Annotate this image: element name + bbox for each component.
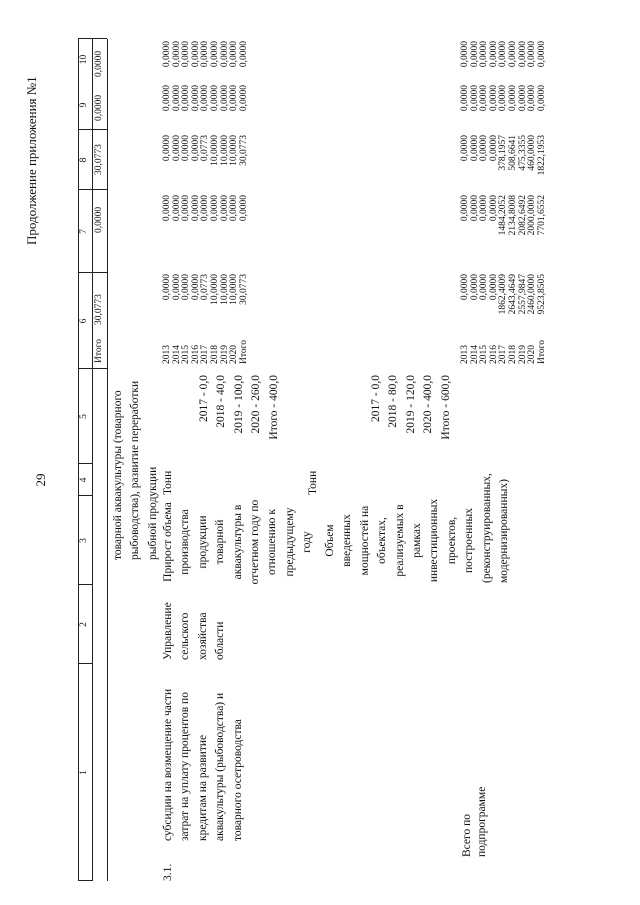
col6-cell: 30,0773 xyxy=(238,274,249,305)
col7-cell: 0,0000 xyxy=(488,195,499,222)
col8-cell: 10,0000 xyxy=(219,135,230,166)
col-num-2: 2 xyxy=(79,622,89,627)
col8-cell: 10,0000 xyxy=(210,135,220,166)
year-cell: 2019 xyxy=(517,345,528,364)
year-cell: 2016 xyxy=(488,345,499,364)
col6-cell: 2460,0000 xyxy=(527,274,538,315)
col6-cell: 10,0000 xyxy=(210,274,220,305)
col6-cell: 0,0000 xyxy=(460,274,470,301)
year-cell: 2013 xyxy=(162,345,172,364)
row-executor: Управление сельского хозяйства области xyxy=(162,602,227,660)
year-cell: 2016 xyxy=(190,345,201,364)
col10-cell: 0,0000 xyxy=(210,41,220,68)
col8-cell: 0,0000 xyxy=(460,135,470,162)
col6-cell: 0,0773 xyxy=(200,274,211,301)
col10-cell: 0,0000 xyxy=(488,41,499,68)
col-num-3: 3 xyxy=(79,538,89,543)
col7-cell: 0,0000 xyxy=(190,195,201,222)
col9-cell: 0,0000 xyxy=(527,85,538,112)
col8-cell: 1822,1953 xyxy=(536,135,547,176)
col9-cell: 0,0000 xyxy=(219,85,230,112)
totals-separator xyxy=(107,39,108,881)
indicator-2: Объем введенных мощностей на объектах, реализуемых в рамках инвестиционных проектов, построенных (реконструированных, модернизированных) xyxy=(324,473,511,583)
value-line: 2018 - 80,0 xyxy=(387,375,400,428)
col7-cell: 0,0000 xyxy=(469,195,480,222)
col10-cell: 0,0000 xyxy=(469,41,480,68)
totals-col10: 0,0000 xyxy=(94,50,104,77)
year-cell: 2019 xyxy=(219,345,230,364)
col6-cell: 0,0000 xyxy=(190,274,201,301)
header-separator xyxy=(92,39,93,881)
year-cell: Итого xyxy=(238,339,249,364)
value-line: 2018 - 40,0 xyxy=(215,375,228,428)
col7-cell: 0,0000 xyxy=(162,195,172,222)
col10-cell: 0,0000 xyxy=(508,41,518,68)
appendix-title: Продолжение приложения №1 xyxy=(24,76,39,245)
col8-cell: 10,0000 xyxy=(229,135,240,166)
indicator-2-values xyxy=(368,375,455,463)
carry-text: товарной аквакультуры (товарного рыбоводства), развитие переработки рыбной продукции xyxy=(112,380,159,560)
col10-cell: 0,0000 xyxy=(171,41,182,68)
value-line: 2019 - 120,0 xyxy=(404,375,417,434)
indicator-1-unit: Тонн xyxy=(162,470,174,495)
col6-cell: 10,0000 xyxy=(219,274,230,305)
year-cell: 2020 xyxy=(527,345,538,364)
year-cell: 2015 xyxy=(181,345,192,364)
col-num-10: 10 xyxy=(79,54,89,65)
col8-cell: 30,0773 xyxy=(238,135,249,166)
col-num-9: 9 xyxy=(79,102,89,108)
col9-cell: 0,0000 xyxy=(200,85,211,112)
year-cell: 2014 xyxy=(469,345,480,364)
col7-cell: 0,0000 xyxy=(171,195,182,222)
totals-col7: 0,0000 xyxy=(94,206,104,233)
table-top-border xyxy=(78,39,79,881)
year-cell: 2017 xyxy=(200,345,211,364)
value-line: 2017 - 0,0 xyxy=(198,375,210,422)
col9-cell: 0,0000 xyxy=(517,85,528,112)
col10-cell: 0,0000 xyxy=(536,41,547,68)
col7-cell: 7701,6552 xyxy=(536,195,547,236)
col7-cell: 0,0000 xyxy=(229,195,240,222)
col10-cell: 0,0000 xyxy=(460,41,470,68)
totals-col6: 30,0773 xyxy=(94,294,104,325)
year-cell: Итого xyxy=(536,339,547,364)
col9-cell: 0,0000 xyxy=(508,85,518,112)
value-line: 2020 - 260,0 xyxy=(250,375,263,434)
col-num-8: 8 xyxy=(79,157,89,163)
col-num-5: 5 xyxy=(79,414,89,419)
col10-cell: 0,0000 xyxy=(219,41,230,68)
col8-cell: 0,0000 xyxy=(181,135,192,162)
col9-cell: 0,0000 xyxy=(536,85,547,112)
page-number: 29 xyxy=(33,473,48,487)
col7-cell: 1484,2052 xyxy=(498,195,509,236)
year-cell: 2015 xyxy=(479,345,490,364)
col8-cell: 0,0773 xyxy=(200,135,211,162)
row-number: 3.1. xyxy=(162,863,174,881)
col7-cell: 2134,8008 xyxy=(508,195,518,236)
col9-cell: 0,0000 xyxy=(190,85,201,112)
col8-cell: 0,0000 xyxy=(488,135,499,162)
col10-cell: 0,0000 xyxy=(479,41,490,68)
col7-cell: 0,0000 xyxy=(181,195,192,222)
col10-cell: 0,0000 xyxy=(181,41,192,68)
totals-label: Итого xyxy=(94,338,104,363)
col7-cell: 2000,0000 xyxy=(527,195,538,236)
col6-cell: 2557,9847 xyxy=(517,274,528,315)
col7-cell: 0,0000 xyxy=(479,195,490,222)
year-cell: 2018 xyxy=(210,345,220,364)
col-num-4: 4 xyxy=(79,477,89,483)
col8-cell: 0,0000 xyxy=(469,135,480,162)
col9-cell: 0,0000 xyxy=(210,85,220,112)
col8-cell: 508,6641 xyxy=(508,135,518,171)
value-line: Итого - 600,0 xyxy=(439,375,452,440)
col6-cell: 2643,4649 xyxy=(508,274,518,315)
col10-cell: 0,0000 xyxy=(190,41,201,68)
col7-cell: 0,0000 xyxy=(238,195,249,222)
year-cell: 2020 xyxy=(229,345,240,364)
totals-col9: 0,0000 xyxy=(94,94,104,121)
value-line: 2017 - 0,0 xyxy=(370,375,382,422)
col6-cell: 0,0000 xyxy=(162,274,172,301)
totals-col8: 30,0773 xyxy=(94,144,104,175)
col10-cell: 0,0000 xyxy=(200,41,211,68)
col8-cell: 460,0000 xyxy=(527,135,538,171)
indicator-1: Прирост объема производства продукции товарной аквакультуры в отчетном году по отношению к предыдущему году xyxy=(162,499,314,585)
col9-cell: 0,0000 xyxy=(229,85,240,112)
value-line: Итого - 400,0 xyxy=(267,375,280,440)
value-line: 2019 - 100,0 xyxy=(232,375,245,434)
col-num-6: 6 xyxy=(79,318,89,324)
col10-cell: 0,0000 xyxy=(498,41,509,68)
col9-cell: 0,0000 xyxy=(162,85,172,112)
col8-cell: 0,0000 xyxy=(190,135,201,162)
col9-cell: 0,0000 xyxy=(498,85,509,112)
year-cell: 2014 xyxy=(171,345,182,364)
col9-cell: 0,0000 xyxy=(238,85,249,112)
col6-cell: 1862,4009 xyxy=(498,274,509,315)
col10-cell: 0,0000 xyxy=(229,41,240,68)
col7-cell: 0,0000 xyxy=(210,195,220,222)
col7-cell: 2082,6492 xyxy=(517,195,528,236)
col6-cell: 0,0000 xyxy=(479,274,490,301)
col7-cell: 0,0000 xyxy=(460,195,470,222)
total-label: Всего по подпрограмме xyxy=(461,786,488,857)
col9-cell: 0,0000 xyxy=(181,85,192,112)
indicator-1-values xyxy=(196,375,283,463)
col8-cell: 475,3355 xyxy=(517,135,528,171)
indicator-2-unit: Тонн xyxy=(307,470,319,495)
col10-cell: 0,0000 xyxy=(238,41,249,68)
col9-cell: 0,0000 xyxy=(479,85,490,112)
col9-cell: 0,0000 xyxy=(460,85,470,112)
col6-cell: 0,0000 xyxy=(171,274,182,301)
col6-cell: 0,0000 xyxy=(469,274,480,301)
col6-cell: 0,0000 xyxy=(488,274,499,301)
col7-cell: 0,0000 xyxy=(219,195,230,222)
value-line: 2020 - 400,0 xyxy=(422,375,435,434)
col-num-7: 7 xyxy=(79,229,89,234)
year-cell: 2018 xyxy=(508,345,518,364)
col8-cell: 378,1957 xyxy=(498,135,509,171)
col8-cell: 0,0000 xyxy=(162,135,172,162)
year-cell: 2017 xyxy=(498,345,509,364)
col6-cell: 0,0000 xyxy=(181,274,192,301)
col8-cell: 0,0000 xyxy=(171,135,182,162)
col9-cell: 0,0000 xyxy=(171,85,182,112)
col9-cell: 0,0000 xyxy=(469,85,480,112)
col6-cell: 10,0000 xyxy=(229,274,240,305)
col6-cell: 9523,8505 xyxy=(536,274,547,315)
col8-cell: 0,0000 xyxy=(479,135,490,162)
col10-cell: 0,0000 xyxy=(527,41,538,68)
year-cell: 2013 xyxy=(460,345,470,364)
col7-cell: 0,0000 xyxy=(200,195,211,222)
col10-cell: 0,0000 xyxy=(162,41,172,68)
row-name: субсидии на возмещение части затрат на уплату процентов по кредитам на развитие аквакультуры (рыбоводства) и товарного осетроводства xyxy=(162,688,244,841)
col-num-1: 1 xyxy=(79,770,89,775)
col9-cell: 0,0000 xyxy=(488,85,499,112)
col10-cell: 0,0000 xyxy=(517,41,528,68)
